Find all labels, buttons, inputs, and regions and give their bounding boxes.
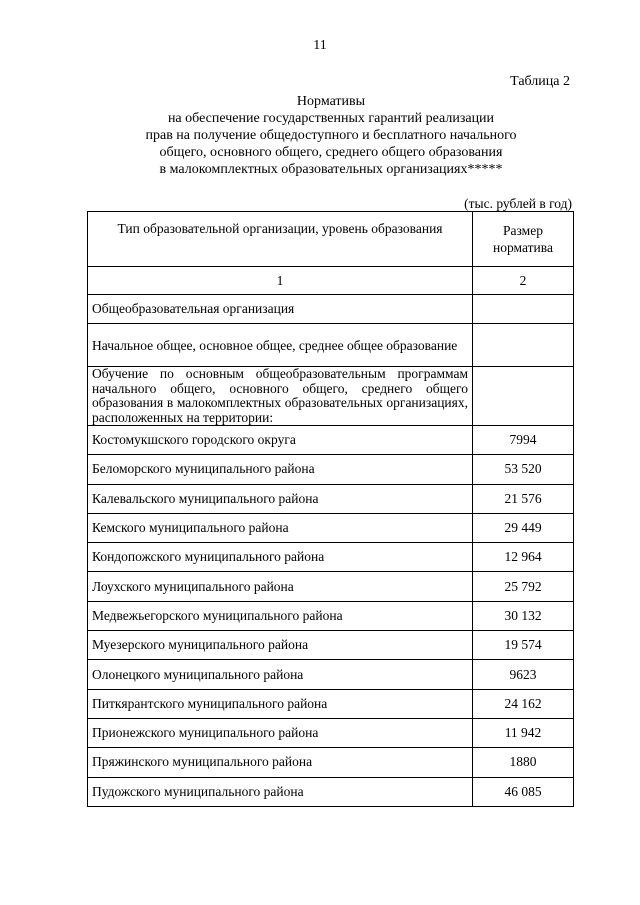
- column-number-row: [88, 267, 574, 295]
- district-name: Медвежьегорского муниципального района: [88, 601, 473, 630]
- intro-text: Обучение по основным общеобразовательным программам начального общего, основного общего, среднего общего образования в малокомплектных образовательных организациях, расположенных на территории:: [88, 367, 473, 426]
- district-name: Костомукшского городского округа: [88, 426, 473, 455]
- table-row: [88, 777, 574, 806]
- norm-value: 19 574: [473, 631, 574, 660]
- norm-value: 29 449: [473, 513, 574, 542]
- district-name: Калевальского муниципального района: [88, 484, 473, 513]
- norm-value: 7994: [473, 426, 574, 455]
- table-row: [88, 324, 574, 367]
- title-line: Нормативы: [296, 94, 366, 109]
- norm-value: 1880: [473, 748, 574, 777]
- table-row: [88, 295, 574, 324]
- table-row: [88, 455, 574, 484]
- table-row: [88, 513, 574, 542]
- district-name: Беломорского муниципального района: [88, 455, 473, 484]
- norm-value: 11 942: [473, 718, 574, 747]
- norm-value: 25 792: [473, 572, 574, 601]
- empty-cell: [473, 295, 574, 324]
- section-label: Общеобразовательная организация: [88, 295, 473, 324]
- district-name: Прионежского муниципального района: [88, 718, 473, 747]
- title-line: на обеспечение государственных гарантий реализации: [167, 111, 495, 126]
- table-row: [88, 367, 574, 426]
- header-norm-size: Размер норматива: [473, 212, 574, 267]
- header-org-type: Тип образовательной организации, уровень образования: [88, 212, 473, 267]
- column-number: 2: [473, 267, 574, 295]
- district-name: Питкярантского муниципального района: [88, 689, 473, 718]
- title-line: общего, основного общего, среднего общего образования: [159, 145, 503, 160]
- units-note: (тыс. рублей в год): [464, 196, 572, 211]
- norm-value: 46 085: [473, 777, 574, 806]
- norm-value: 12 964: [473, 543, 574, 572]
- table-row: [88, 572, 574, 601]
- district-name: Муезерского муниципального района: [88, 631, 473, 660]
- district-name: Пудожского муниципального района: [88, 777, 473, 806]
- norm-value: 9623: [473, 660, 574, 689]
- table-row: [88, 543, 574, 572]
- norms-table: [87, 211, 574, 807]
- page-number: 11: [313, 38, 327, 53]
- district-name: Лоухского муниципального района: [88, 572, 473, 601]
- table-row: [88, 718, 574, 747]
- title-line: в малокомплектных образовательных организациях*****: [159, 162, 503, 177]
- district-name: Пряжинского муниципального района: [88, 748, 473, 777]
- norm-value: 24 162: [473, 689, 574, 718]
- district-name: Кондопожского муниципального района: [88, 543, 473, 572]
- column-number: 1: [88, 267, 473, 295]
- empty-cell: [473, 367, 574, 426]
- table-label: Таблица 2: [510, 74, 570, 89]
- norm-value: 21 576: [473, 484, 574, 513]
- table-header-row: [88, 212, 574, 267]
- table-row: [88, 484, 574, 513]
- district-name: Олонецкого муниципального района: [88, 660, 473, 689]
- norm-value: 30 132: [473, 601, 574, 630]
- table-row: [88, 748, 574, 777]
- title-line: прав на получение общедоступного и бесплатного начального: [145, 128, 517, 143]
- table-row: [88, 601, 574, 630]
- district-name: Кемского муниципального района: [88, 513, 473, 542]
- table-row: [88, 689, 574, 718]
- norm-value: 53 520: [473, 455, 574, 484]
- table-row: [88, 426, 574, 455]
- section-label: Начальное общее, основное общее, среднее общее образование: [88, 324, 473, 367]
- document-title: [90, 93, 572, 178]
- empty-cell: [473, 324, 574, 367]
- table-row: [88, 660, 574, 689]
- table-row: [88, 631, 574, 660]
